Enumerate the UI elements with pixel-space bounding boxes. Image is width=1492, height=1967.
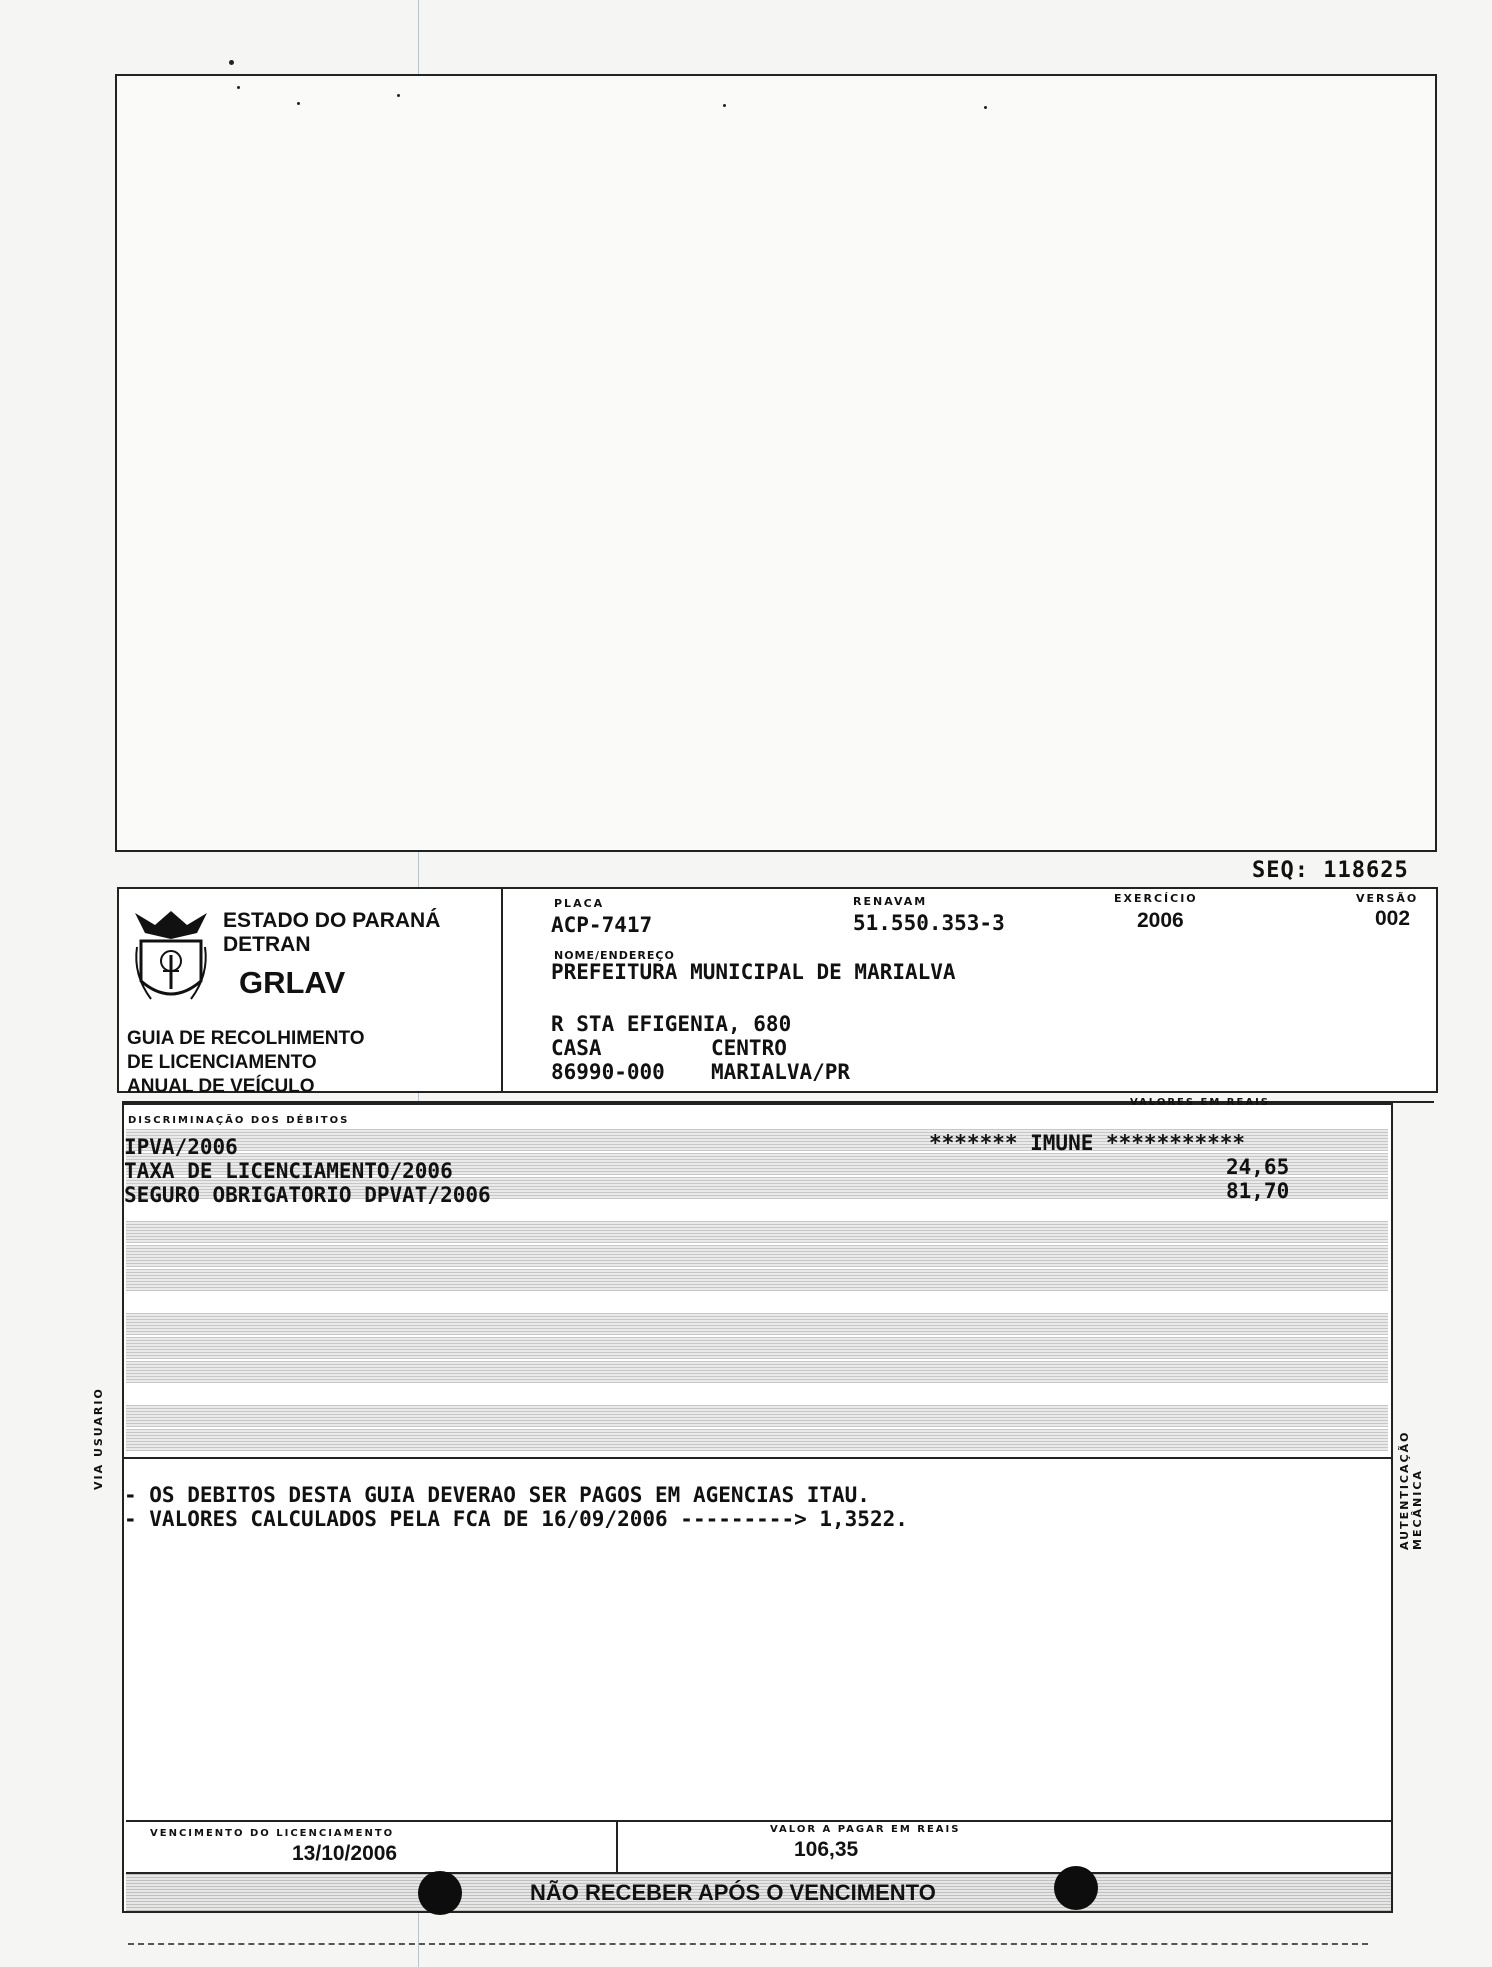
values-section-label: VALORES EM REAIS bbox=[1130, 1097, 1270, 1108]
renavam-value: 51.550.353-3 bbox=[853, 911, 1005, 935]
speck bbox=[229, 60, 234, 65]
nome-endereco-label: NOME/ENDEREÇO bbox=[554, 949, 675, 962]
address-district: CENTRO bbox=[711, 1036, 787, 1060]
punch-hole bbox=[1054, 1866, 1098, 1910]
amount-label: VALOR A PAGAR EM REAIS bbox=[770, 1824, 961, 1835]
stripe bbox=[126, 1221, 1388, 1243]
exercicio-value: 2006 bbox=[1137, 909, 1184, 932]
speck bbox=[297, 102, 300, 105]
debit-item-value: 24,65 bbox=[1226, 1155, 1290, 1179]
amount-value: 106,35 bbox=[794, 1838, 859, 1861]
address-zip: 86990-000 bbox=[551, 1060, 665, 1084]
divider bbox=[616, 1822, 618, 1872]
debit-item-desc: IPVA/2006 bbox=[124, 1135, 238, 1159]
debit-item-desc: SEGURO OBRIGATORIO DPVAT/2006 bbox=[124, 1183, 491, 1207]
debit-item-value: ******* IMUNE *********** bbox=[929, 1131, 1246, 1155]
document-code: GRLAV bbox=[239, 965, 346, 1000]
speck bbox=[723, 104, 726, 107]
mechanical-authentication-label: AUTENTICAÇÃO MECÂNICA bbox=[1398, 1430, 1424, 1550]
payment-note: - VALORES CALCULADOS PELA FCA DE 16/09/2006 ---------> 1,3522. bbox=[124, 1507, 908, 1531]
parana-coat-of-arms-icon bbox=[131, 903, 211, 1013]
address-street: R STA EFIGENIA, 680 bbox=[551, 1012, 792, 1036]
document-title bbox=[127, 1027, 365, 1099]
speck bbox=[984, 106, 987, 109]
debit-item-desc: TAXA DE LICENCIAMENTO/2006 bbox=[124, 1159, 453, 1183]
stripe bbox=[126, 1429, 1388, 1451]
payment-summary bbox=[126, 1820, 1391, 1872]
agency-name: DETRAN bbox=[223, 933, 311, 956]
punch-hole bbox=[418, 1871, 462, 1915]
address-city: MARIALVA/PR bbox=[711, 1060, 851, 1084]
blank-upper-panel bbox=[115, 74, 1437, 852]
stripe bbox=[126, 1361, 1388, 1383]
renavam-label: RENAVAM bbox=[853, 895, 928, 908]
sequence-number: SEQ: 118625 bbox=[1252, 858, 1409, 883]
speck bbox=[237, 86, 240, 89]
debits-section-label: DISCRIMINAÇÃO DOS DÉBITOS bbox=[128, 1115, 350, 1126]
payment-note: - OS DEBITOS DESTA GUIA DEVERAO SER PAGOS EM AGENCIAS ITAU. bbox=[124, 1483, 870, 1507]
document-title-line: DE LICENCIAMENTO bbox=[127, 1052, 317, 1073]
stripe bbox=[126, 1269, 1388, 1291]
state-name: ESTADO DO PARANÁ bbox=[223, 909, 441, 932]
stripe bbox=[126, 1405, 1388, 1427]
versao-value: 002 bbox=[1375, 907, 1411, 930]
copy-label: VIA USUARIO bbox=[92, 1387, 105, 1490]
debits-panel bbox=[122, 1097, 1393, 1913]
speck bbox=[397, 94, 400, 97]
divider bbox=[124, 1457, 1391, 1459]
tear-line bbox=[128, 1943, 1368, 1945]
debit-item-value: 81,70 bbox=[1226, 1179, 1290, 1203]
warning-bar bbox=[126, 1872, 1391, 1911]
exercicio-label: EXERCÍCIO bbox=[1114, 892, 1198, 905]
stripe bbox=[126, 1337, 1388, 1359]
agency-block bbox=[119, 889, 503, 1097]
due-date-label: VENCIMENTO DO LICENCIAMENTO bbox=[150, 1828, 395, 1839]
vehicle-header bbox=[117, 887, 1438, 1097]
stripe bbox=[126, 1313, 1388, 1335]
placa-value: ACP-7417 bbox=[551, 913, 653, 937]
warning-text: NÃO RECEBER APÓS O VENCIMENTO bbox=[530, 1880, 936, 1905]
document-title-line: ANUAL DE VEÍCULO bbox=[127, 1076, 315, 1097]
document-title-line: GUIA DE RECOLHIMENTO bbox=[127, 1028, 365, 1049]
owner-name: PREFEITURA MUNICIPAL DE MARIALVA bbox=[551, 960, 956, 984]
due-date-value: 13/10/2006 bbox=[292, 1842, 398, 1865]
address-type: CASA bbox=[551, 1036, 602, 1060]
placa-label: PLACA bbox=[554, 897, 605, 910]
stripe bbox=[126, 1245, 1388, 1267]
versao-label: VERSÃO bbox=[1356, 892, 1419, 905]
